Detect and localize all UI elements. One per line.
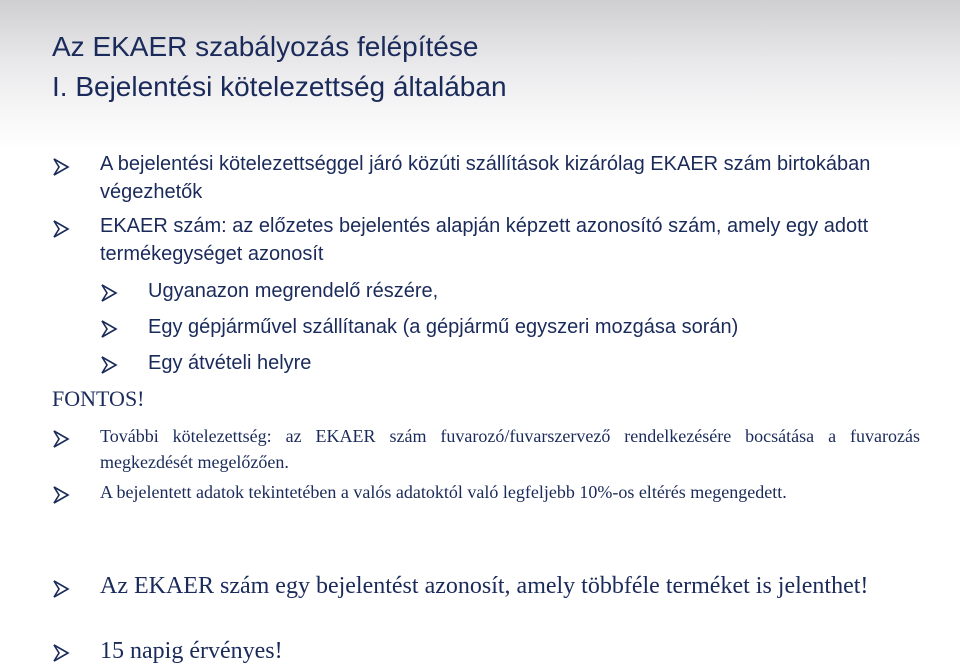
important-label: FONTOS! xyxy=(52,386,145,411)
arrow-bullet-icon xyxy=(52,486,72,506)
arrow-bullet-icon xyxy=(100,284,120,304)
important-bullet-text: További kötelezettség: az EKAER szám fuvarozó/fuvarszervező rendelkezésére bocsátása a fuvarozás megkezdését megelőzően. xyxy=(100,426,920,472)
sub-bullet-text: Ugyanazon megrendelő részére, xyxy=(148,280,439,302)
arrow-bullet-icon xyxy=(100,320,120,340)
closing-bullet-text: Az EKAER szám egy bejelentést azonosít, amely többféle terméket is jelenthet! xyxy=(100,573,869,599)
arrow-bullet-icon xyxy=(100,356,120,376)
arrow-bullet-icon xyxy=(52,580,72,600)
arrow-bullet-icon xyxy=(52,430,72,450)
bullet-text: A bejelentési kötelezettséggel járó közúti szállítások kizárólag EKAER szám birtokában végezhetők xyxy=(100,153,871,203)
important-bullet-text: A bejelentett adatok tekintetében a valós adatoktól való legfeljebb 10%-os eltérés megengedett. xyxy=(100,482,787,502)
closing-bullet-text: 15 napig érvényes! xyxy=(100,638,283,664)
slide-subtitle: I. Bejelentési kötelezettség általában xyxy=(52,71,507,102)
arrow-bullet-icon xyxy=(52,220,72,240)
arrow-bullet-icon xyxy=(52,644,72,664)
slide-title: Az EKAER szabályozás felépítése xyxy=(52,31,479,62)
arrow-bullet-icon xyxy=(52,158,72,178)
sub-bullet-text: Egy gépjárművel szállítanak (a gépjármű egyszeri mozgása során) xyxy=(148,316,739,338)
sub-bullet-text: Egy átvételi helyre xyxy=(148,352,312,374)
bullet-text: EKAER szám: az előzetes bejelentés alapján képzett azonosító szám, amely egy adott termékegységet azonosít xyxy=(100,215,869,265)
